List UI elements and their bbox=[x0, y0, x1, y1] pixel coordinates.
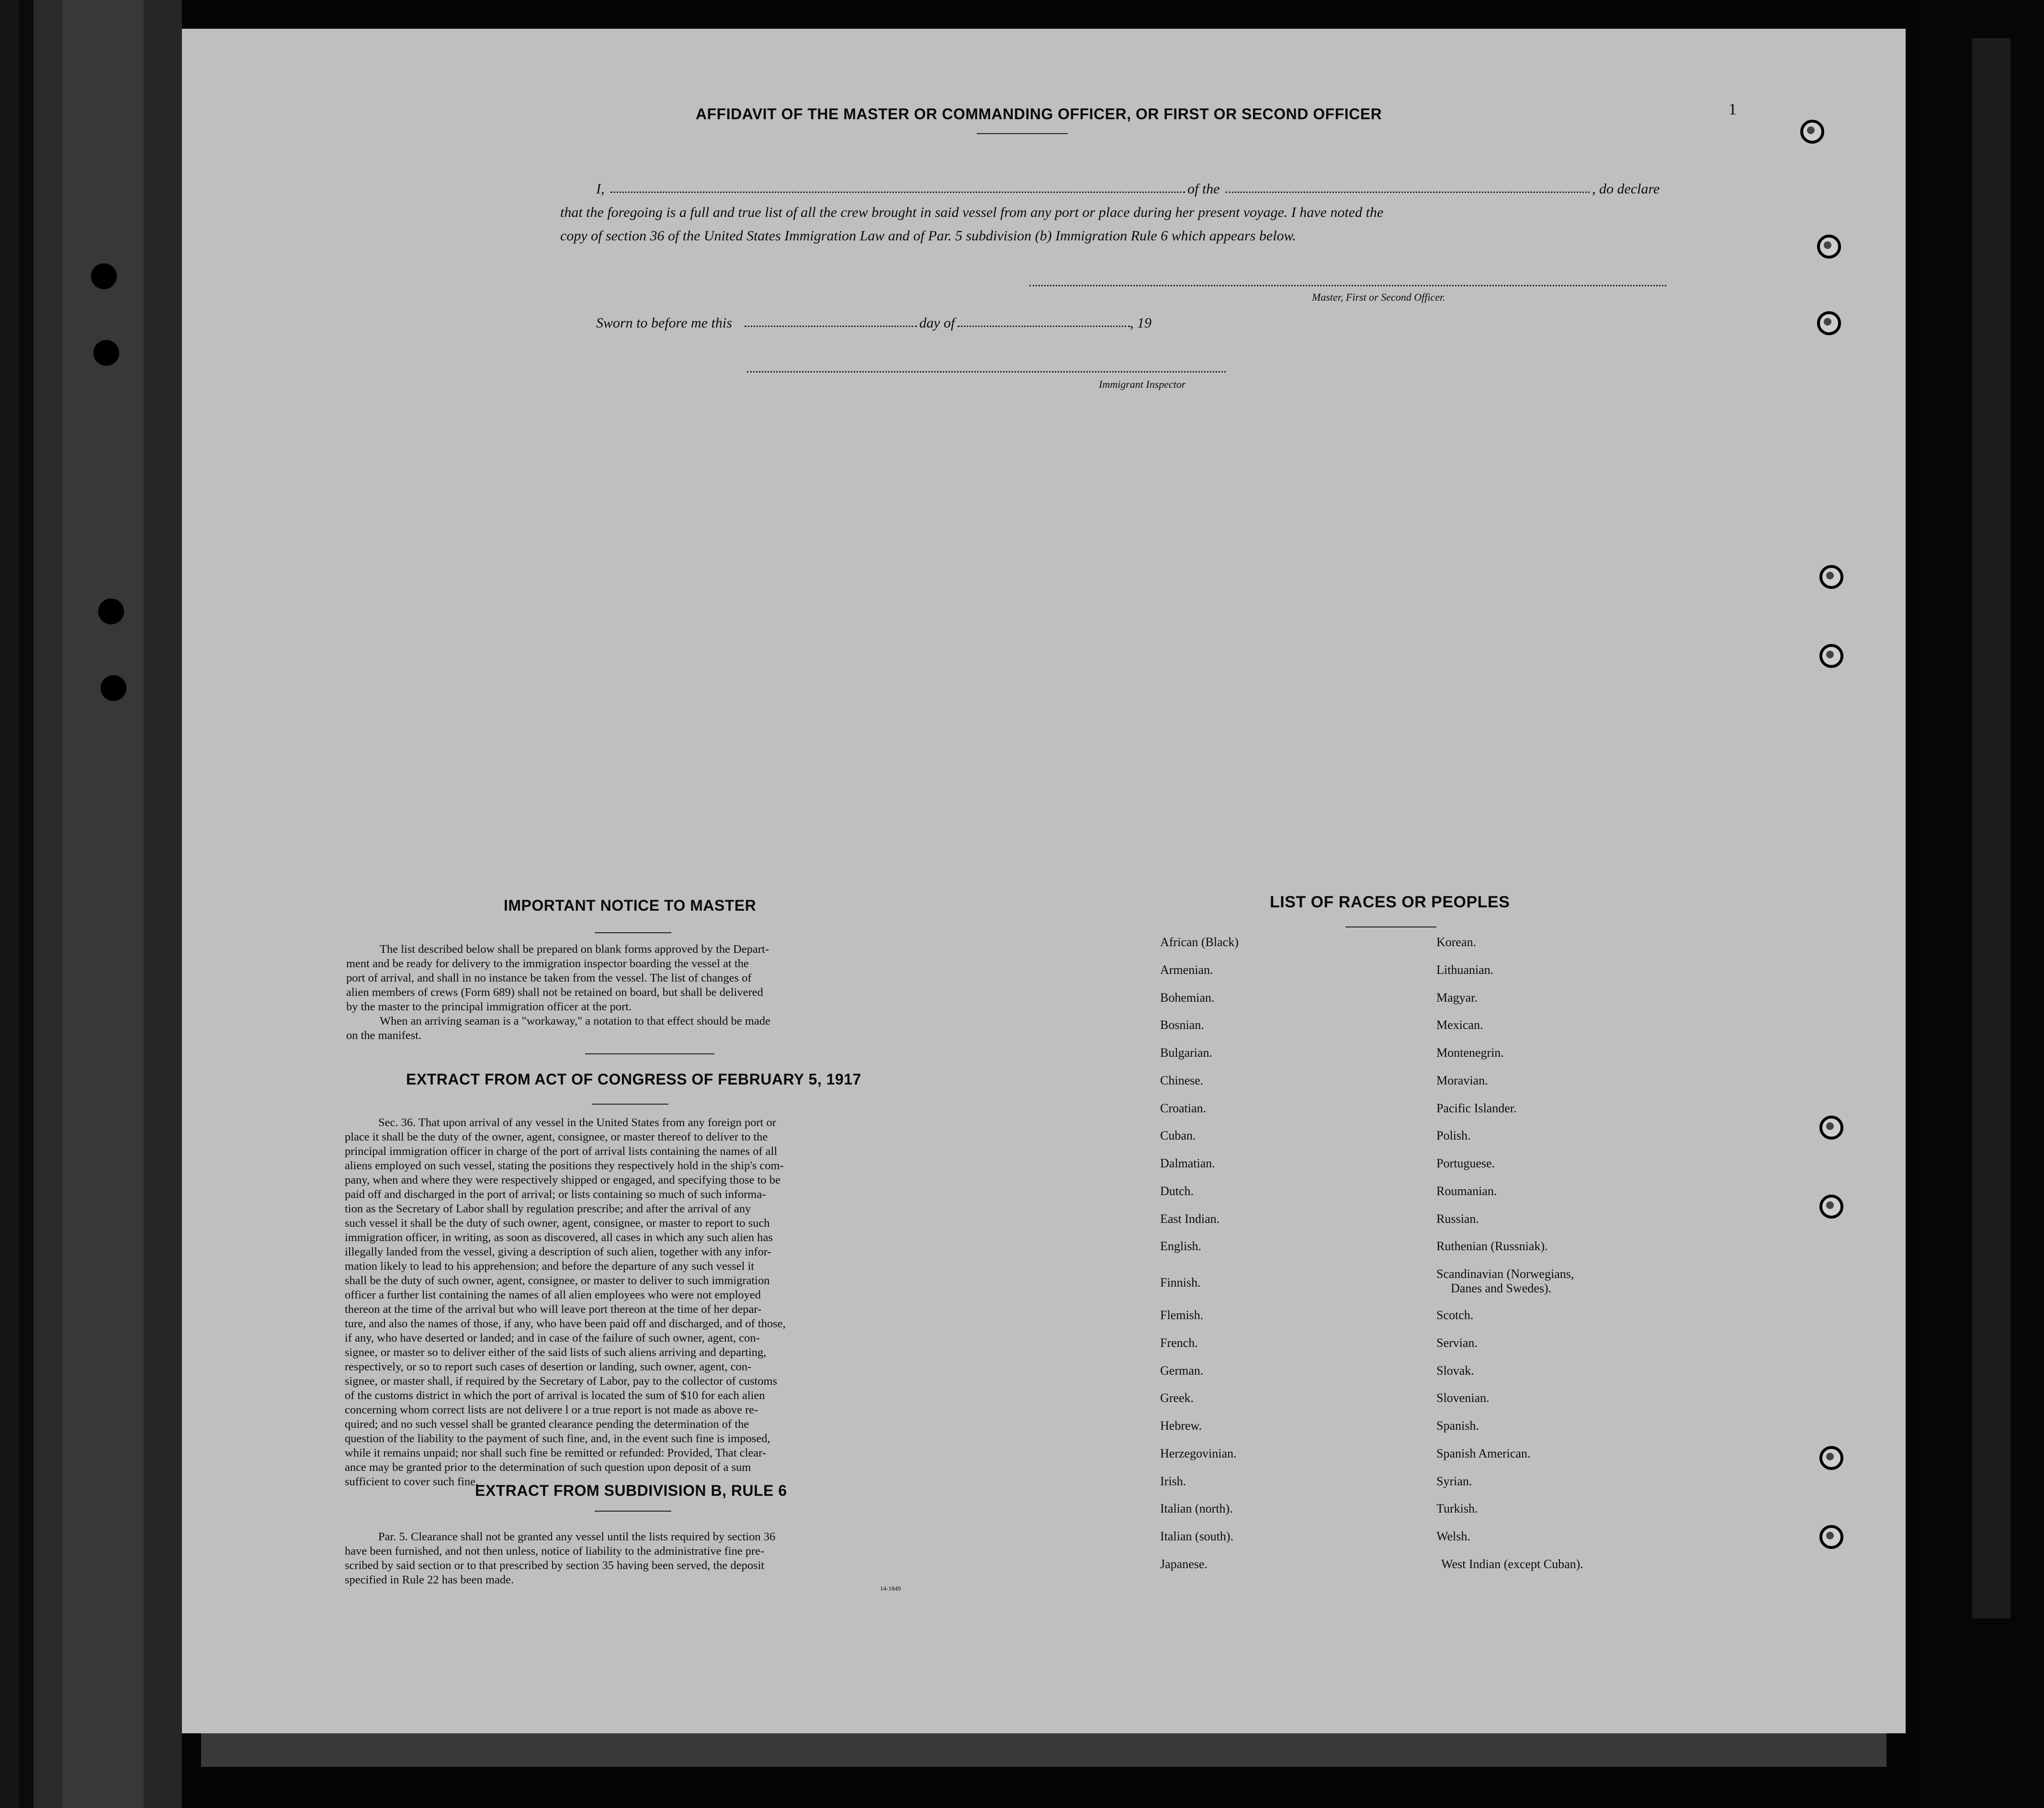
race-item: Cuban. bbox=[1160, 1129, 1196, 1142]
race-item: Servian. bbox=[1436, 1336, 1478, 1350]
text-line: while it remains unpaid; nor shall such fine be remitted or refunded: Provided, That clear- bbox=[345, 1446, 767, 1459]
race-item: West Indian (except Cuban). bbox=[1441, 1557, 1583, 1571]
officer-signature-field[interactable] bbox=[1029, 285, 1666, 286]
divider bbox=[595, 932, 671, 933]
race-item: Montenegrin. bbox=[1436, 1046, 1504, 1060]
text-line: Par. 5. Clearance shall not be granted any vessel until the lists required by section 36 bbox=[378, 1530, 776, 1543]
text-line: concerning whom correct lists are not delivere l or a true report is not made as above re- bbox=[345, 1403, 758, 1416]
race-item: French. bbox=[1160, 1336, 1198, 1350]
sworn-label: Sworn to before me this bbox=[596, 315, 732, 331]
race-item: African (Black) bbox=[1160, 935, 1239, 949]
race-item: Dutch. bbox=[1160, 1184, 1194, 1198]
text-line: mation likely to lead to his apprehension; and before the departure of any such vessel it bbox=[345, 1260, 755, 1273]
page-number-mark: 1 bbox=[1728, 101, 1737, 118]
text-line: signee, or master so to deliver either of the said lists of such aliens arriving and departing, bbox=[345, 1346, 767, 1359]
race-item: Portuguese. bbox=[1436, 1156, 1495, 1170]
officer-signature-label: Master, First or Second Officer. bbox=[1312, 291, 1445, 303]
text-line: respectively, or so to report such cases of desertion or landing, such owner, agent, con- bbox=[345, 1360, 752, 1373]
text-line: of the customs district in which the port of arrival is located the sum of $10 for each alien bbox=[345, 1389, 765, 1402]
text-line: paid off and discharged in the port of arrival; or lists containing so much of such informa- bbox=[345, 1188, 766, 1201]
race-item: Dalmatian. bbox=[1160, 1156, 1215, 1170]
race-item: Bosnian. bbox=[1160, 1018, 1204, 1032]
divider bbox=[592, 1104, 668, 1105]
spine-strip bbox=[0, 0, 19, 1808]
race-item: Welsh. bbox=[1436, 1529, 1470, 1543]
text-line: tion as the Secretary of Labor shall by regulation prescribe; and after the arrival of any bbox=[345, 1202, 751, 1215]
binder-hole bbox=[98, 599, 124, 624]
text-line: The list described below shall be prepared on blank forms approved by the Depart- bbox=[380, 943, 769, 956]
text-line: by the master to the principal immigration officer at the port. bbox=[346, 1000, 632, 1013]
binder-ring-icon bbox=[1817, 235, 1841, 259]
text-line: scribed by said section or to that prescribed by section 35 having been served, the deposit bbox=[345, 1559, 765, 1572]
divider bbox=[977, 133, 1068, 134]
divider bbox=[585, 1053, 714, 1054]
text-line: specified in Rule 22 has been made. bbox=[345, 1573, 514, 1586]
text-line: thereon at the time of the arrival but who will leave port thereon at the time of her depar- bbox=[345, 1303, 762, 1316]
race-item: Scotch. bbox=[1436, 1308, 1474, 1322]
race-item: Slovak. bbox=[1436, 1364, 1474, 1378]
race-item: Slovenian. bbox=[1436, 1391, 1490, 1405]
sworn-month-field[interactable] bbox=[958, 326, 1130, 327]
race-item: Spanish. bbox=[1436, 1419, 1479, 1433]
race-item: Finnish. bbox=[1160, 1276, 1201, 1289]
immigration-form-page bbox=[182, 29, 1906, 1733]
inspector-label: Immigrant Inspector bbox=[1099, 378, 1186, 390]
text-line: port of arrival, and shall in no instance be taken from the vessel. The list of changes of bbox=[346, 972, 752, 984]
year-label: , 19 bbox=[1130, 315, 1152, 331]
race-item: Bulgarian. bbox=[1160, 1046, 1213, 1060]
race-item: Greek. bbox=[1160, 1391, 1194, 1405]
extract-rule-body bbox=[345, 1530, 915, 1587]
race-item: Danes and Swedes). bbox=[1451, 1281, 1552, 1295]
page-stack-edge bbox=[201, 1733, 1886, 1767]
race-item: Roumanian. bbox=[1436, 1184, 1497, 1198]
text-line: question of the liability to the payment of such fine, and, in the event such fine is imposed, bbox=[345, 1432, 770, 1445]
binder-ring-icon bbox=[1819, 1525, 1843, 1549]
text-line: on the manifest. bbox=[346, 1029, 422, 1042]
race-item: Japanese. bbox=[1160, 1557, 1208, 1571]
binder-ring-icon bbox=[1819, 1195, 1843, 1219]
text-line: ance may be granted prior to the determination of such question upon deposit of a sum bbox=[345, 1461, 751, 1474]
text-line: immigration officer, in writing, as soon as discovered, all cases in which any such alien has bbox=[345, 1231, 773, 1244]
text-line: Sec. 36. That upon arrival of any vessel in the United States from any foreign port or bbox=[378, 1116, 776, 1129]
race-item: Turkish. bbox=[1436, 1502, 1478, 1515]
text-line: principal immigration officer in charge of the port of arrival lists containing the names of all bbox=[345, 1145, 778, 1158]
race-item: Chinese. bbox=[1160, 1074, 1204, 1087]
race-item: Flemish. bbox=[1160, 1308, 1204, 1322]
race-item: East Indian. bbox=[1160, 1212, 1220, 1226]
race-item: German. bbox=[1160, 1364, 1204, 1378]
race-item: Herzegovinian. bbox=[1160, 1446, 1237, 1460]
do-declare-label: , do declare bbox=[1592, 181, 1660, 197]
binder-ring-icon bbox=[1819, 1446, 1843, 1470]
binder-ring-icon bbox=[1819, 565, 1843, 589]
race-item: Moravian. bbox=[1436, 1074, 1488, 1087]
affidavit-i-label: I, bbox=[596, 181, 605, 197]
race-item: Italian (north). bbox=[1160, 1502, 1233, 1515]
race-item: Bohemian. bbox=[1160, 991, 1215, 1005]
text-line: aliens employed on such vessel, stating the positions they respectively hold in the ship's com- bbox=[345, 1159, 784, 1172]
affidavit-line-2: that the foregoing is a full and true list of all the crew brought in said vessel from any port or place during her present voyage. I have noted the bbox=[560, 204, 1384, 220]
text-line: sufficient to cover such fine. bbox=[345, 1475, 479, 1488]
race-item: Russian. bbox=[1436, 1212, 1479, 1226]
spine-strip bbox=[34, 0, 62, 1808]
text-line: quired; and no such vessel shall be granted clearance pending the determination of the bbox=[345, 1418, 749, 1431]
text-line: signee, or master shall, if required by the Secretary of Labor, pay to the collector of customs bbox=[345, 1375, 778, 1388]
race-item: Pacific Islander. bbox=[1436, 1101, 1517, 1115]
race-item: Irish. bbox=[1160, 1474, 1186, 1488]
text-line: have been furnished, and not then unless, notice of liability to the administrative fine pre- bbox=[345, 1545, 765, 1558]
binder-ring-icon bbox=[1819, 644, 1843, 668]
officer-name-field[interactable] bbox=[610, 192, 1185, 193]
divider bbox=[595, 1511, 671, 1512]
race-item: Italian (south). bbox=[1160, 1529, 1234, 1543]
text-line: ment and be ready for delivery to the immigration inspector boarding the vessel at the bbox=[346, 957, 749, 970]
race-item: Scandinavian (Norwegians, bbox=[1436, 1267, 1574, 1281]
race-item: Armenian. bbox=[1160, 963, 1213, 977]
affidavit-line-3: copy of section 36 of the United States Immigration Law and of Par. 5 subdivision (b) Immigration Rule 6 which appears below. bbox=[560, 228, 1296, 244]
inspector-signature-field[interactable] bbox=[747, 371, 1226, 373]
race-item: Polish. bbox=[1436, 1129, 1471, 1142]
spine-strip bbox=[144, 0, 182, 1808]
binder-hole bbox=[93, 340, 119, 366]
affidavit-title: AFFIDAVIT OF THE MASTER OR COMMANDING OFFICER, OR FIRST OR SECOND OFFICER bbox=[696, 105, 1382, 123]
extract-rule-title: EXTRACT FROM SUBDIVISION B, RULE 6 bbox=[475, 1482, 787, 1499]
notice-body bbox=[346, 942, 911, 1043]
binder-edge-right bbox=[1915, 0, 2044, 1808]
text-line: such vessel it shall be the duty of such owner, agent, consignee, or master to report to such bbox=[345, 1217, 770, 1230]
binder-bar bbox=[1972, 38, 2010, 1618]
binder-hole bbox=[101, 675, 126, 701]
text-line: officer a further list containing the names of all alien employees who were not employed bbox=[345, 1288, 761, 1301]
race-item: Syrian. bbox=[1436, 1474, 1472, 1488]
race-item: Korean. bbox=[1436, 935, 1477, 949]
text-line: When an arriving seaman is a "workaway," a notation to that effect should be made bbox=[380, 1015, 770, 1028]
race-item: Hebrew. bbox=[1160, 1419, 1202, 1433]
binder-ring-icon bbox=[1819, 1116, 1843, 1140]
day-of-label: day of bbox=[919, 315, 955, 331]
extract-act-body bbox=[345, 1116, 915, 1489]
text-line: shall be the duty of such owner, agent, consignee, or master to deliver to such immigration bbox=[345, 1274, 770, 1287]
race-item: English. bbox=[1160, 1239, 1201, 1253]
text-line: ture, and also the names of those, if any, who have been paid off and discharged, and of those, bbox=[345, 1317, 786, 1330]
race-item: Croatian. bbox=[1160, 1101, 1207, 1115]
form-code: 14-1849 bbox=[880, 1585, 901, 1592]
races-title: LIST OF RACES OR PEOPLES bbox=[1270, 893, 1510, 911]
binder-spine-left bbox=[0, 0, 182, 1808]
race-item: Mexican. bbox=[1436, 1018, 1483, 1032]
text-line: if any, who have deserted or landed; and in case of the failure of such owner, agent, con- bbox=[345, 1332, 760, 1345]
of-the-label: of the bbox=[1187, 181, 1220, 197]
text-line: pany, when and where they were respectively shipped or engaged, and specifying those to be bbox=[345, 1174, 781, 1186]
extract-act-title: EXTRACT FROM ACT OF CONGRESS OF FEBRUARY 5, 1917 bbox=[406, 1071, 861, 1088]
notice-title: IMPORTANT NOTICE TO MASTER bbox=[504, 897, 757, 914]
text-line: illegally landed from the vessel, giving a description of such alien, together with any infor- bbox=[345, 1245, 771, 1258]
race-item: Spanish American. bbox=[1436, 1446, 1531, 1460]
vessel-name-field[interactable] bbox=[1226, 192, 1590, 193]
text-line: place it shall be the duty of the owner, agent, consignee, or master thereof to deliver to the bbox=[345, 1130, 768, 1143]
binder-ring-icon bbox=[1817, 311, 1841, 335]
race-item: Ruthenian (Russniak). bbox=[1436, 1239, 1548, 1253]
binder-ring-icon bbox=[1800, 120, 1824, 144]
text-line: alien members of crews (Form 689) shall not be retained on board, but shall be delivered bbox=[346, 986, 763, 999]
race-item: Magyar. bbox=[1436, 991, 1478, 1005]
race-item: Lithuanian. bbox=[1436, 963, 1494, 977]
binder-hole bbox=[91, 263, 117, 289]
sworn-day-field[interactable] bbox=[745, 326, 917, 327]
